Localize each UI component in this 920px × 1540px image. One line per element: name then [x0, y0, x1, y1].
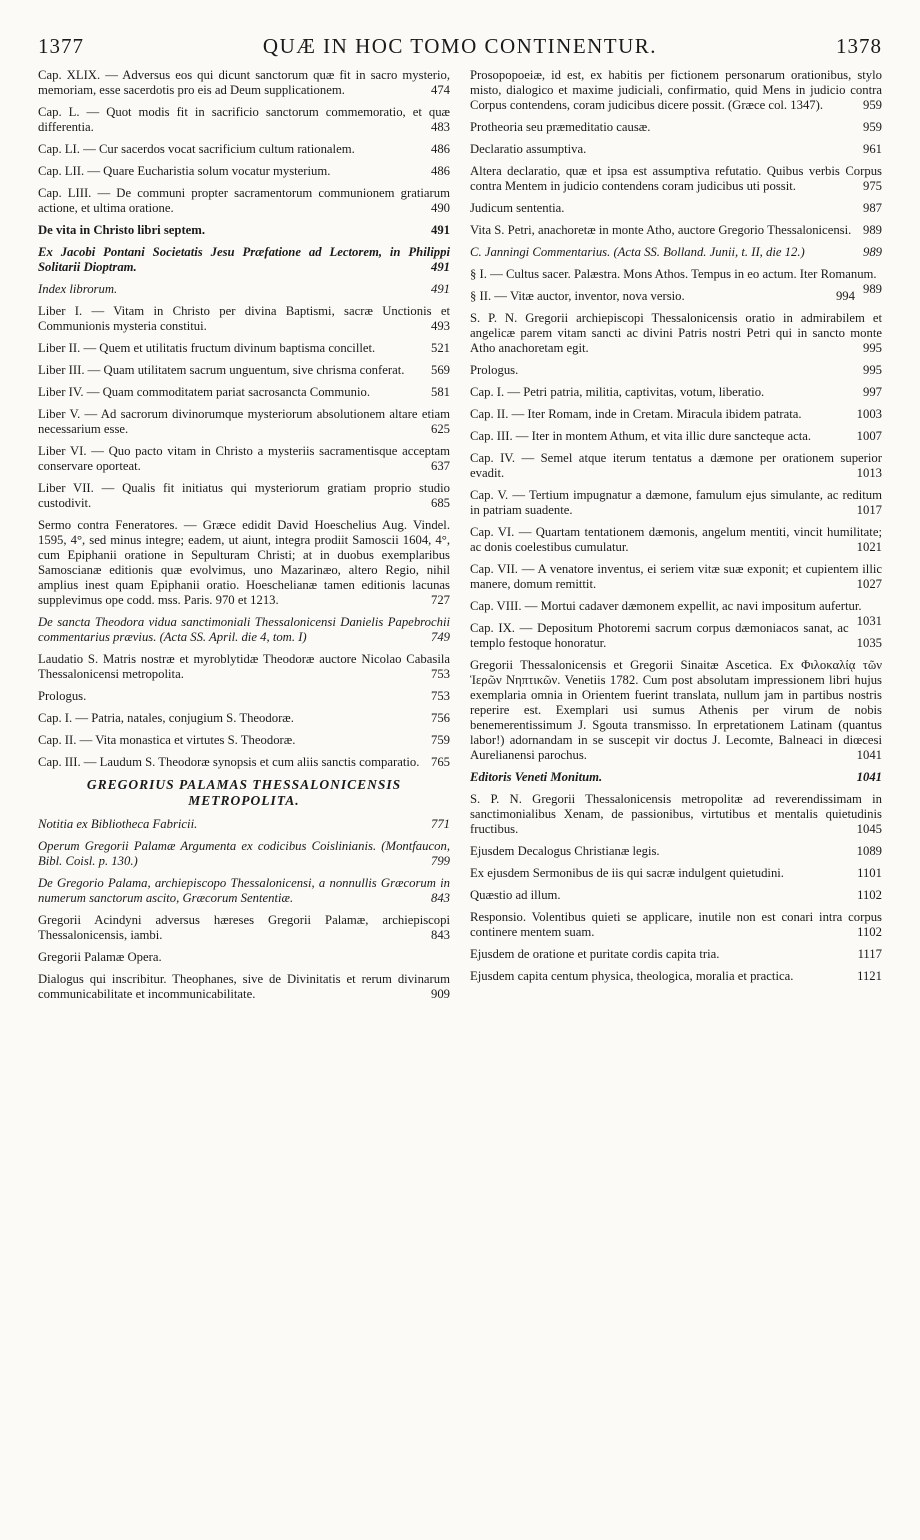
entry-text: Ex Jacobi Pontani Societatis Jesu Præfatione ad Lectorem, in Philippi Solitarii Dioptram.	[38, 245, 450, 274]
page-title: QUÆ IN HOC TOMO CONTINENTUR.	[262, 34, 658, 58]
entry-text: Liber VII. — Qualis fit initiatus qui mysteriorum gratiam proprio studio custodivit.	[38, 481, 450, 510]
toc-entry	[470, 562, 882, 592]
entry-text: Vita S. Petri, anachoretæ in monte Atho, auctore Gregorio Thessalonicensi.	[470, 223, 852, 237]
page-number: 493	[430, 319, 450, 333]
entry-text: § II. — Vitæ auctor, inventor, nova versio.	[470, 289, 685, 303]
page-number: 959	[862, 120, 882, 134]
entry-text: Editoris Veneti Monitum.	[470, 770, 603, 784]
entry-text: Operum Gregorii Palamæ Argumenta ex codicibus Coislinianis. (Montfaucon, Bibl. Coisl. p. 130.)	[38, 839, 450, 868]
left-column	[38, 68, 450, 1009]
toc-entry	[470, 68, 882, 113]
right-column-number: 1378	[835, 34, 882, 58]
toc-entry	[38, 407, 450, 437]
page-number: 1121	[857, 969, 882, 983]
page-number: 989	[862, 223, 882, 237]
entry-text: Laudatio S. Matris nostræ et myroblytidæ Theodoræ auctore Nicolao Cabasila Thessalonicensi metropolita.	[38, 652, 450, 681]
entry-text: Cap. III. — Laudum S. Theodoræ synopsis et cum aliis sanctis comparatio.	[38, 755, 420, 769]
page-number: 1013	[856, 466, 882, 480]
columns	[38, 68, 882, 1009]
page-number: 989	[862, 245, 882, 259]
toc-entry	[38, 913, 450, 943]
toc-entry	[38, 711, 450, 726]
entry-text: Cap. I. — Petri patria, militia, captivitas, votum, liberatio.	[470, 385, 765, 399]
toc-entry	[38, 652, 450, 682]
entry-text: Cap. II. — Iter Romam, inde in Cretam. Miracula ibidem patrata.	[470, 407, 802, 421]
entry-text: Cap. LIII. — De communi propter sacramentorum communionem gratiarum actione, et ultima oratione.	[38, 186, 450, 215]
entry-text: S. P. N. Gregorii Thessalonicensis metropolitæ ad reverendissimam in sanctimonialibus Xenam, de passionibus, virtutibus et mentalis quietudinis fructibus.	[470, 792, 882, 836]
page-number: 1089	[856, 844, 882, 858]
toc-entry	[38, 282, 450, 297]
toc-entry	[38, 223, 450, 238]
page-number: 1117	[857, 947, 882, 961]
page-number: 521	[430, 341, 450, 355]
page-number: 490	[430, 201, 450, 215]
page-number: 1027	[856, 577, 882, 591]
toc-entry	[470, 429, 882, 444]
page-number: 987	[862, 201, 882, 215]
entry-text: Cap. VIII. — Mortui cadaver dæmonem expellit, ac navi impositum aufertur.	[470, 599, 862, 613]
entry-text: § I. — Cultus sacer. Palæstra. Mons Athos. Tempus in eo actum. Iter Romanum.	[470, 267, 877, 281]
entry-text: Index librorum.	[38, 282, 118, 296]
page-number: 909	[430, 987, 450, 1001]
page-number: 749	[430, 630, 450, 644]
page-number: 483	[430, 120, 450, 134]
page-number: 997	[862, 385, 882, 399]
entry-text: Gregorii Thessalonicensis et Gregorii Sinaitæ Ascetica. Ex Φιλοκαλίᾳ τῶν Ἱερῶν Νηπτικῶν. Venetiis 1782. Cum post absolutam impressionem libri hujus exemplaria omnia in Orientem fuerint translata, nullum jam in partibus nostris reperire est. Exemplari usi sumus Athenis per virum de nobis benemerentissimum J. Sgouta transmisso. In erpretationem Latinam (quantus labor!) adornandam in se suscepit vir doctus J. Lecomte, Balneaci in diœcesi Aurelianensi parochus.	[470, 658, 882, 762]
toc-entry	[470, 164, 882, 194]
toc-entry	[470, 969, 882, 984]
page-number: 1102	[857, 925, 882, 939]
page-number: 1101	[857, 866, 882, 880]
toc-entry	[38, 186, 450, 216]
toc-entry	[470, 844, 882, 859]
toc-entry	[470, 201, 882, 216]
entry-text: Gregorii Acindyni adversus hæreses Gregorii Palamæ, archiepiscopi Thessalonicensis, iambi.	[38, 913, 450, 942]
toc-entry	[38, 363, 450, 378]
toc-entry	[38, 164, 450, 179]
entry-text: Cap. LI. — Cur sacerdos vocat sacrificium cultum rationalem.	[38, 142, 355, 156]
toc-entry	[470, 866, 882, 881]
entry-text: Liber II. — Quem et utilitatis fructum divinum baptisma concillet.	[38, 341, 376, 355]
entry-text: Liber VI. — Quo pacto vitam in Christo a mysteriis sacramentisque acceptam conservare oporteat.	[38, 444, 450, 473]
page-number: 799	[430, 854, 450, 868]
toc-entry	[470, 120, 882, 135]
entry-text: Cap. I. — Patria, natales, conjugium S. Theodoræ.	[38, 711, 294, 725]
page-number: 961	[862, 142, 882, 156]
toc-entry	[38, 950, 450, 965]
entry-text: Cap. L. — Quot modis fit in sacrificio sanctorum commemoratio, et quæ differentia.	[38, 105, 450, 134]
page-number: 486	[430, 142, 450, 156]
entry-text: De vita in Christo libri septem.	[38, 223, 206, 237]
toc-entry	[38, 385, 450, 400]
page-number: 491	[430, 282, 450, 296]
entry-text: De sancta Theodora vidua sanctimoniali Thessalonicensi Danielis Papebrochii commentarius prævius. (Acta SS. April. die 4, tom. I)	[38, 615, 450, 644]
page-number: 625	[430, 422, 450, 436]
page-number: 1035	[856, 636, 882, 650]
entry-text: Cap. V. — Tertium impugnatur a dæmone, famulum ejus simulante, ac reditum in patriam suadente.	[470, 488, 882, 517]
page-number: 569	[430, 363, 450, 377]
toc-entry	[38, 839, 450, 869]
entry-text: Cap. II. — Vita monastica et virtutes S. Theodoræ.	[38, 733, 296, 747]
entry-text: Prologus.	[470, 363, 519, 377]
toc-entry	[470, 599, 882, 628]
page-number: 1007	[856, 429, 882, 443]
entry-text: Prosopopoeiæ, id est, ex habitis per fictionem personarum orationibus, stylo misto, dialogico et maxime judiciali, confirmatio, quid Mens in judicio contra Corpus contendens, coram judicibus dicere possit. (Græce col. 1347).	[470, 68, 882, 112]
page-number: 989	[862, 282, 882, 296]
entry-text: Notitia ex Bibliotheca Fabricii.	[38, 817, 198, 831]
entry-text: Protheoria seu præmeditatio causæ.	[470, 120, 651, 134]
page-number: 486	[430, 164, 450, 178]
page-number: 843	[430, 928, 450, 942]
page-number: 637	[430, 459, 450, 473]
page-number: 1021	[856, 540, 882, 554]
toc-entry	[470, 525, 882, 555]
page-number: 994	[835, 289, 855, 303]
toc-entry	[470, 658, 882, 763]
toc-entry	[38, 304, 450, 334]
toc-entry	[38, 972, 450, 1002]
page-number: 959	[862, 98, 882, 112]
entry-text: Judicum sententia.	[470, 201, 565, 215]
toc-entry	[38, 444, 450, 474]
page-number: 491	[430, 260, 450, 274]
page-number: 491	[430, 223, 450, 237]
entry-text: Ejusdem de oratione et puritate cordis capita tria.	[470, 947, 720, 961]
entry-text: Liber IV. — Quam commoditatem pariat sacrosancta Communio.	[38, 385, 371, 399]
page-number: 753	[430, 689, 450, 703]
entry-text: Liber III. — Quam utilitatem sacrum unguentum, sive chrisma conferat.	[38, 363, 405, 377]
page-number: 756	[430, 711, 450, 725]
toc-entry	[38, 68, 450, 98]
toc-entry	[38, 105, 450, 135]
entry-text: Ex ejusdem Sermonibus de iis qui sacræ indulgent quietudini.	[470, 866, 784, 880]
right-column	[470, 68, 882, 1009]
entry-text: Sermo contra Feneratores. — Græce edidit David Hoeschelius Aug. Vindel. 1595, 4°, sed minus integre; eadem, ut aiunt, integra prodiit Samoscii 1604, 4°, cum Epiphanii oratione in Sepulturam Christi; at in duobus exemplaribus Samoscianæ editionis quæ evolvimus, uno Mazarinæo, altero Regio, nihil amplius inest quam Epiphanii oratio. Hoeschelianæ tamen editionis lacunas supplevimus ope codd. mss. Paris. 970 et 1213.	[38, 518, 450, 607]
toc-entry	[470, 385, 882, 400]
entry-text: C. Janningi Commentarius. (Acta SS. Bolland. Junii, t. II, die 12.)	[470, 245, 805, 259]
toc-entry	[38, 817, 450, 832]
toc-entry	[38, 733, 450, 748]
page-number: 1003	[856, 407, 882, 421]
toc-entry	[470, 792, 882, 837]
page-number: 995	[862, 341, 882, 355]
entry-text: Liber I. — Vitam in Christo per divina Baptismi, sacræ Unctionis et Communionis mysteria constitui.	[38, 304, 450, 333]
entry-text: Altera declaratio, quæ et ipsa est assumptiva refutatio. Quibus verbis Corpus contra Mentem in judicio contendens coram judicibus uti possit.	[470, 164, 882, 193]
entry-text: Cap. XLIX. — Adversus eos qui dicunt sanctorum quæ fit in sacro mysterio, memoriam, esse sacerdotis pro eis ad Deum supplicationem.	[38, 68, 450, 97]
entry-text: Gregorii Palamæ Opera.	[38, 950, 162, 964]
page-number: 995	[862, 363, 882, 377]
page-number: 771	[430, 817, 450, 831]
toc-entry	[38, 481, 450, 511]
toc-entry	[470, 245, 882, 260]
page-number: 581	[430, 385, 450, 399]
entry-text: Dialogus qui inscribitur. Theophanes, sive de Divinitatis et rerum divinarum communicabilitate et incommunicabilitate.	[38, 972, 450, 1001]
page-number: 1031	[856, 614, 882, 628]
toc-entry	[470, 451, 882, 481]
page-number: 474	[430, 83, 450, 97]
toc-entry	[38, 689, 450, 704]
toc-entry	[470, 910, 882, 940]
entry-text: Cap. VII. — A venatore inventus, ei seriem vitæ suæ exponit; et cupientem illic manere, domum remittit.	[470, 562, 882, 591]
entry-text: S. P. N. Gregorii archiepiscopi Thessalonicensis oratio in admirabilem et angelicæ parem vitam sancti ac divini Patris nostri Petri qui in sancto monte Atho anachoretam egit.	[470, 311, 882, 355]
toc-entry	[38, 755, 450, 770]
toc-entry	[470, 770, 882, 785]
page-number: 1017	[856, 503, 882, 517]
toc-entry	[470, 888, 882, 903]
page-number: 843	[430, 891, 450, 905]
section-heading: GREGORIUS PALAMAS THESSALONICENSIS METROPOLITA.	[86, 777, 402, 808]
toc-entry	[470, 311, 882, 356]
entry-text: Prologus.	[38, 689, 87, 703]
toc-entry	[470, 223, 882, 238]
toc-entry	[38, 245, 450, 275]
entry-text: Cap. III. — Iter in montem Athum, et vita illic dure sancteque acta.	[470, 429, 812, 443]
page-number: 727	[430, 593, 450, 607]
toc-entry	[38, 142, 450, 157]
page-number: 765	[430, 755, 450, 769]
page-number: 1041	[856, 748, 882, 762]
toc-entry	[38, 876, 450, 906]
entry-text: Ejusdem capita centum physica, theologica, moralia et practica.	[470, 969, 794, 983]
entry-text: Responsio. Volentibus quieti se applicare, inutile non est conari intra corpus continere mentem suam.	[470, 910, 882, 939]
page-number: 1041	[856, 770, 882, 784]
entry-text: Ejusdem Decalogus Christianæ legis.	[470, 844, 660, 858]
toc-entry	[470, 621, 882, 651]
entry-text: Liber V. — Ad sacrorum divinorumque mysteriorum absolutionem altare etiam necessarium esse.	[38, 407, 450, 436]
toc-entry	[470, 142, 882, 157]
entry-text: Cap. IV. — Semel atque iterum tentatus a dæmone per orationem superior evadit.	[470, 451, 882, 480]
entry-text: Cap. IX. — Depositum Photoremi sacrum corpus dæmoniacos sanat, ac templo festoque honoratur.	[470, 621, 849, 650]
entry-text: Cap. LII. — Quare Eucharistia solum vocatur mysterium.	[38, 164, 331, 178]
toc-entry	[38, 615, 450, 645]
entry-text: Quæstio ad illum.	[470, 888, 561, 902]
entry-text: De Gregorio Palama, archiepiscopo Thessalonicensi, a nonnullis Græcorum in numerum sanctorum ascito, Græcorum Sententiæ.	[38, 876, 450, 905]
toc-entry	[470, 407, 882, 422]
entry-text: Declaratio assumptiva.	[470, 142, 587, 156]
page-number: 1102	[857, 888, 882, 902]
toc-entry	[470, 363, 882, 378]
left-column-number: 1377	[38, 34, 84, 58]
entry-text: Cap. VI. — Quartam tentationem dæmonis, angelum mentiti, vincit humilitate; ac donis coelestibus cumulatur.	[470, 525, 882, 554]
toc-entry	[470, 488, 882, 518]
running-header	[38, 34, 882, 64]
page-number: 685	[430, 496, 450, 510]
page-number: 1045	[856, 822, 882, 836]
toc-entry	[470, 289, 882, 304]
page-number: 753	[430, 667, 450, 681]
page-number: 759	[430, 733, 450, 747]
toc-entry	[38, 518, 450, 608]
page-number: 975	[862, 179, 882, 193]
toc-entry	[38, 341, 450, 356]
toc-entry	[470, 947, 882, 962]
